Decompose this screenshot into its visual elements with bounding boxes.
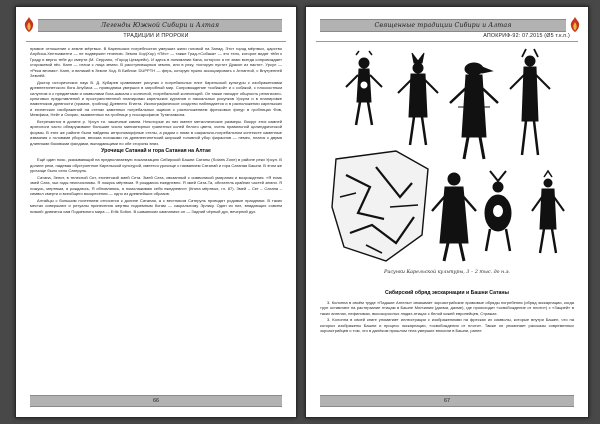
section-title: Урочище Сатанай и гора Сатаная на Алтае bbox=[101, 147, 211, 154]
running-header-text: Легенды Южной Сибири и Алтая bbox=[100, 22, 220, 29]
paragraph: прямое отношение к земле мёртвых. В Карельских потребностях умерших жили головой на Запад. Этот город мёртвых, царство Анубиса-Хентиаменти — не подвержен течению. Земля Хор(Хор) «Пёс» — также Град-«Собака» — это тело, которое видят тёйн к Граду и верно тебе до смерти (М. Серрано, «Город Цезарейс). И здесь в понимании Кана, которого я не знаю всегда сопровождает сторожевой пёс. Канн — итачи с лица земли. В расступившуюся землю, или в реку, «которую пустит Дракон из пасти». Урсул — «Река вечная». Канн, и великий в Земле Ход. В Библии: DUPPTH — ферь, которую нужно ассоциировать с Атлантой, с Внутренней Землёй. bbox=[30, 46, 282, 79]
paragraph: 3. Колонна в своём труде «Падшие Ангелы» связывает зороастрийские храмовые обряды погребения (обряд экскарнации, когда труп оставляют на растерзание птицам в Башне Молчания (дахма, дахме), где происходит «освобождение от плоти») с «Зацией» в таких ангелах, нефилимах, высокорослых людях-птицах с белой кожей европейцев, Стражах. bbox=[320, 300, 574, 316]
paragraph: Доктор исторических наук В. Д. Кубарев сравнивает рисунки с погребальных плит Карельской культуры с изображениями древнеегипетского бога Анубиса — проводника умерших в загробный мир. Сопровождение «собакой» и с собакой, с плоскостным силуэтом и с предметами и символами бога-шакала с колесной, погребальной колесницей. Он также находит общность религиозно-культовых представлений и пространственной планировки карельских курганов и наскальных рисунков Урсула и в планировке памятников древности (храмов, гробниц) Древнего Египта. Иконографическое сходство наблюдается и в расположении карельских и египетских изображений на стенах каменных погребальных ящиков с расположением фресковых фигур в гробницах Фив, Мемфиса, Нейт и Осирис, выявленных на гробнице у поссарофагов Тутанхамона. bbox=[30, 79, 282, 118]
flame-logo-icon bbox=[21, 16, 37, 33]
figure-caption: Рисунки Карельской культуры, 3 – 2 тыс. до н.э. bbox=[384, 270, 510, 275]
paragraph: Алтайцы с большим почтением относятся к долине Сатаная, а с вестником Сатеруль проводят родовые праздники. В таких местах совершают и ритуалы принесения жертвы подземным богам — сакральному Эрлику. Один из них, впадающих совсем низкий: дивеатса сам Подземного мира — Erlik Solton. В шаманских камланиях он — Задний чёрный дух, вечерний дух. bbox=[30, 197, 282, 214]
right-page bbox=[305, 6, 589, 418]
left-page bbox=[15, 6, 297, 418]
running-header-text: Священные традиции Сибири и Алтая bbox=[374, 22, 512, 29]
paragraph: Сатана, Зенит, в телесной Сит, египетский змей Сета. Змей Сата, связанный с символикой умирания и возрождения. «Я есмь змей Сата, чьи годы неисчислимы. Я ложусь мёртвым. Я рождаюсь ежедневно. Я змей Сата-Та, обитатель крайних частей земли. Я ложусь, мертвым, я рождаюсь, Я обновляюсь, я помолаживаю себя ежедневно» (Книга мёртвых, гл. 87). Змей – Сет – Сатана – символ смерти и всеобщего воскресения — одно из древнейших образов. bbox=[30, 174, 282, 197]
running-header bbox=[38, 19, 282, 32]
petroglyph-stone-slab bbox=[332, 151, 428, 261]
petroglyph-small-figure bbox=[532, 171, 564, 253]
petroglyph-warrior-1 bbox=[346, 51, 382, 125]
petroglyph-dark-figure bbox=[432, 173, 476, 261]
paragraph: 3. Колонна в своей книге упоминает иллюстрации с изображениями на фресках их символы, которые внутри Башен, что на которых изображены Башни и процесс экскарнации, «освобождения от плоти». Также он упоминает рассказы современных зороастрийцев о том, что в далёком прошлом тела умерших вносили в Башни, ранее bbox=[320, 317, 574, 334]
section-subheader: ТРАДИЦИИ И ПРОРОКИ bbox=[123, 33, 189, 39]
page-number: 66 bbox=[152, 398, 160, 404]
page-number: 67 bbox=[443, 398, 451, 404]
right-body-text bbox=[320, 300, 574, 335]
petroglyph-bird-figure bbox=[450, 63, 498, 159]
page-footer bbox=[320, 395, 574, 407]
paragraph: Встречаются в долине р. Урсул ти. чашечные камни. Некоторые из них имеют металлические размеры. Вокруг этих камней археологи часто обнаруживают большие число миниатюрных гранитных колей белого цвета, очень правильной цилиндрической формы. В этих же районе были найдены антропоморфные стелы, а рядом с ними в сакрально-погребальном контексте каменные изваяния с головами уборов, весьма похожими на древнеегипетский широкий головной убор фараонов — немес, платок с двумя длинными боковыми фалдами, выпадающими по обе стороны вниз. bbox=[30, 118, 282, 146]
section-title: Сибирский обряд экскарнации и Башни Сатаны bbox=[384, 290, 509, 296]
page-footer bbox=[30, 395, 282, 407]
header-divider bbox=[316, 41, 578, 42]
header-divider bbox=[26, 41, 286, 42]
petroglyph-figure bbox=[326, 47, 572, 267]
petroglyph-horned-figure bbox=[510, 49, 550, 155]
flame-logo-icon bbox=[567, 16, 583, 33]
left-body-text bbox=[30, 46, 282, 215]
running-header bbox=[320, 19, 566, 32]
issue-subheader: АПОКРИФ-92: 07.2015 (Ø5 т.к.п.) bbox=[483, 33, 570, 39]
petroglyph-warrior-2 bbox=[398, 53, 438, 145]
petroglyph-horned-round-figure bbox=[485, 171, 511, 251]
paragraph: Ещё один пояс, указывающий на предполагаемую локализацию Сибирской Башни Сатаны (Solaris Zone) в районе реки Урсул. В долине реки, надевая обустроенное Карельской культурой, имеется урочище с названием Сатанай и гора Сатаная Башни. В этом же урочище было село Сатеруль. bbox=[30, 157, 282, 174]
